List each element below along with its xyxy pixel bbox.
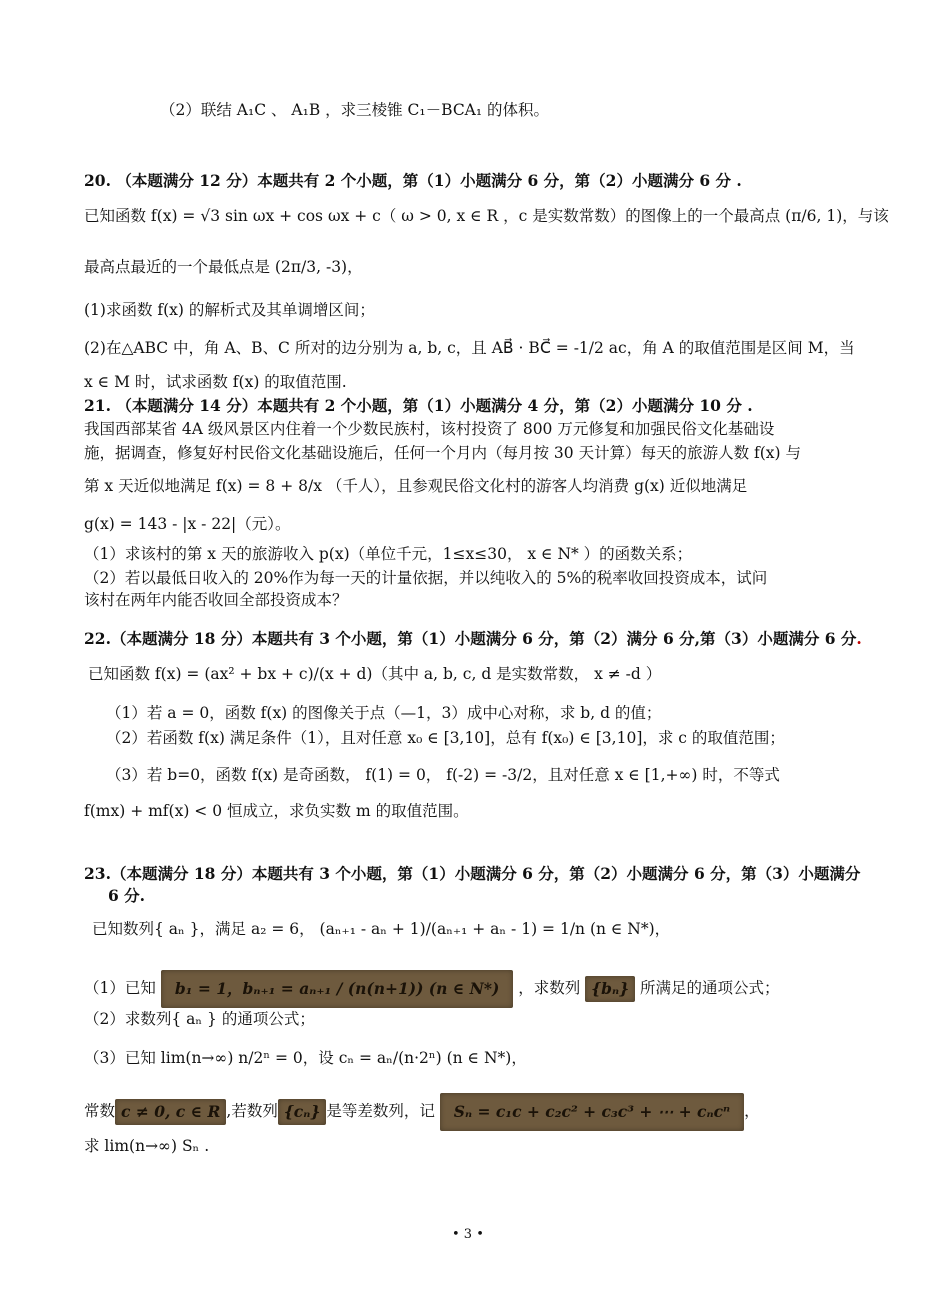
q23-e-post: ，: [744, 1102, 760, 1120]
q21-line-c: 第 x 天近似地满足 f(x) = 8 + 8/x （千人），且参观民俗文化村的游客人均消费 g(x) 近似地满足: [84, 477, 748, 495]
q23-line-f: 求 lim(n→∞) Sₙ .: [84, 1137, 210, 1155]
scanned-formula-sn: Sₙ = c₁c + c₂c² + c₃c³ + ⋯ + cₙcⁿ: [440, 1093, 744, 1131]
q22-header-text: 22.（本题满分 18 分）本题共有 3 个小题，第（1）小题满分 6 分，第（2）满分 6 分,第（3）小题满分 6 分: [84, 629, 857, 648]
q21-line-a: 我国西部某省 4A 级风景区内住着一个少数民族村，该村投资了 800 万元修复和加强民俗文化基础设: [84, 420, 775, 438]
q23-line-c: （2）求数列{ aₙ } 的通项公式；: [84, 1010, 315, 1028]
scanned-formula-b-sequence: b₁ = 1，bₙ₊₁ = aₙ₊₁ / (n(n+1)) (n ∈ N*): [161, 970, 513, 1008]
scanned-formula-bn: {bₙ}: [585, 976, 635, 1002]
q23-b-pre: （1）已知: [84, 979, 156, 997]
q23-e-pre: 常数: [84, 1102, 116, 1120]
q23-header-1: 23.（本题满分 18 分）本题共有 3 个小题，第（1）小题满分 6 分，第（2）小题满分 6 分，第（3）小题满分: [84, 864, 861, 883]
q22-line-c: （2）若函数 f(x) 满足条件（1），且对任意 x₀ ∈ [3,10]，总有 f(x₀) ∈ [3,10]，求 c 的取值范围；: [106, 729, 785, 747]
q22-line-d: （3）若 b=0，函数 f(x) 是奇函数， f(1) = 0， f(-2) = -3/2，且对任意 x ∈ [1,+∞) 时，不等式: [106, 766, 780, 784]
q23-line-a: 已知数列{ aₙ }，满足 a₂ = 6， (aₙ₊₁ - aₙ + 1)/(aₙ₊₁ + aₙ - 1) = 1/n (n ∈ N*)，: [92, 920, 671, 938]
part2-connect-line: （2）联结 A₁C 、 A₁B ，求三棱锥 C₁－BCA₁ 的体积。: [160, 101, 550, 119]
q22-header: [84, 628, 862, 650]
q21-line-b: 施，据调查，修复好村民俗文化基础设施后，任何一个月内（每月按 30 天计算）每天的旅游人数 f(x) 与: [84, 444, 802, 462]
q21-line-d: g(x) = 143 - |x - 22|（元）。: [84, 515, 291, 533]
q20-line-d: (2)在△ABC 中，角 A、B、C 所对的边分别为 a, b, c，且 AB⃗ · BC⃗ = -1/2 ac，角 A 的取值范围是区间 M，当: [84, 339, 855, 357]
scanned-formula-cn: {cₙ}: [278, 1099, 326, 1125]
q23-line-d: （3）已知 lim(n→∞) n/2ⁿ = 0，设 cₙ = aₙ/(n·2ⁿ) (n ∈ N*)，: [84, 1049, 527, 1067]
q20-header: 20. （本题满分 12 分）本题共有 2 个小题，第（1）小题满分 6 分，第（2）小题满分 6 分 .: [84, 171, 742, 190]
q21-header: 21. （本题满分 14 分）本题共有 2 个小题，第（1）小题满分 4 分，第（2）小题满分 10 分 .: [84, 396, 753, 415]
q22-line-b: （1）若 a = 0，函数 f(x) 的图像关于点（—1，3）成中心对称，求 b, d 的值；: [106, 704, 662, 722]
q20-line-a: 已知函数 f(x) = √3 sin ωx + cos ωx + c（ ω > 0, x ∈ R ，c 是实数常数）的图像上的一个最高点 (π/6, 1)，与该: [84, 207, 889, 225]
q22-header-dot: .: [856, 629, 862, 648]
q22-line-a: 已知函数 f(x) = (ax² + bx + c)/(x + d)（其中 a, b, c, d 是实数常数， x ≠ -d ）: [88, 665, 662, 683]
q23-e-mid1: ,若数列: [226, 1102, 278, 1120]
scanned-formula-c-condition: c ≠ 0, c ∈ R: [115, 1099, 226, 1125]
q23-b-mid: ，求数列: [518, 979, 581, 997]
page-number: • 3 •: [452, 1227, 484, 1242]
q21-line-e: （1）求该村的第 x 天的旅游收入 p(x)（单位千元，1≤x≤30， x ∈ N* ）的函数关系；: [84, 545, 693, 563]
q21-line-g: 该村在两年内能否收回全部投资成本？: [84, 591, 348, 609]
q23-line-e: [84, 1093, 760, 1131]
q23-b-post: 所满足的通项公式；: [639, 979, 780, 997]
q21-line-f: （2）若以最低日收入的 20%作为每一天的计量依据，并以纯收入的 5%的税率收回投资成本，试问: [84, 569, 768, 587]
q20-line-e: x ∈ M 时，试求函数 f(x) 的取值范围.: [84, 373, 347, 391]
q20-line-b: 最高点最近的一个最低点是 (2π/3, -3)，: [84, 258, 363, 276]
q20-line-c: (1)求函数 f(x) 的解析式及其单调增区间；: [84, 301, 375, 319]
q23-header-2: 6 分.: [108, 886, 146, 905]
q23-e-mid2: 是等差数列，记: [326, 1102, 435, 1120]
q23-line-b: [84, 970, 780, 1008]
q22-line-e: f(mx) + mf(x) < 0 恒成立，求负实数 m 的取值范围。: [84, 802, 469, 820]
